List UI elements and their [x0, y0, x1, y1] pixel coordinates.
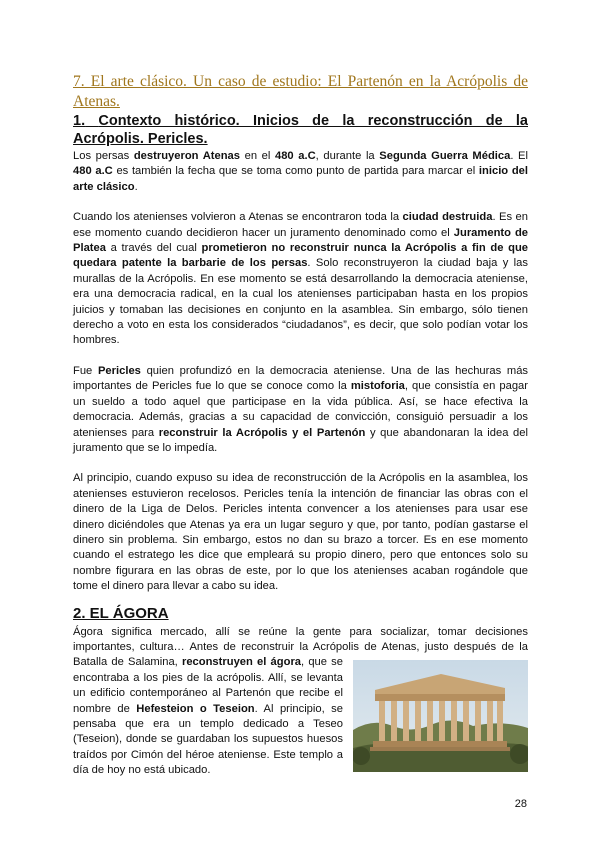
- section-1-heading: [73, 112, 528, 148]
- section-1-heading-text: Contexto histórico. Inicios de la reconstrucción de la Acrópolis. Pericles.: [73, 113, 528, 147]
- paragraph-1: Los persas destruyeron Atenas en el 480 a.C, durante la Segunda Guerra Médica. El 480 a.C es también la fecha que se toma como punto de partida para marcar el inicio del arte clásico.: [73, 150, 529, 193]
- document-title: 7. El arte clásico. Un caso de estudio: El Partenón en la Acrópolis de Atenas.: [73, 73, 528, 110]
- temple-hephaestus-image: [353, 660, 528, 772]
- paragraph-agora: Ágora significa mercado, allí se reúne la gente para socializar, tomar decisiones importantes, cultura… Antes de reconstruir la Acrópolis de Atenas, justo después de la Batalla de Salamina, reconstruyen el ágora, que se encontraba a los pies de la acrópolis. Allí, se levanta un edificio contemporáneo al Partenón que recibe el nombre de Hefesteion o Teseion. Al principio, se pensaba que era un templo dedicado a Teseo (Teseion), donde se guardaban los supuestos huesos traídos por Cimón del héroe ateniense. Este templo a día de hoy no está ubicado.: [73, 625, 528, 777]
- document-page: [73, 72, 528, 779]
- section-1-number: 1.: [73, 113, 86, 129]
- paragraph-2: Cuando los atenienses volvieron a Atenas se encontraron toda la ciudad destruida. Es en ese momento cuando decidieron hacer un juramento denominado como el Juramento de Platea a través del cual prometieron no reconstruir nunca la Acrópolis a fin de que quedara patente la barbarie de los persas. Solo reconstruyeron la ciudad baja y las murallas de la Acrópolis. En ese momento se está desarrollando la democracia ateniense, era una democracia radical, en la cual los atenienses participaban hasta en los propios juicios y tomaban las decisiones en conjunto en la asamblea. Sin embargo, sólo tienen derecho a voto en esta los considerados “ciudadanos”, es decir, que solo podían votar los hombres.: [73, 211, 529, 347]
- paragraph-4: Al principio, cuando expuso su idea de reconstrucción de la Acrópolis en la asamblea, los atenienses estuvieron recelosos. Pericles tenía la intención de financiar las obras con el dinero de la Liga de Delos. Pericles intenta convencer a los atenienses para usar ese dinero diciéndoles que Atenas ya era un lugar seguro y que, por tanto, podían gastarse el dinero sin problema. Sin embargo, estos no dan su brazo a torcer. Es en ese momento cuando el estratego les dice que empleará su propio dinero, pero que entonces solo su nombre figurara en las obras de este, por lo que los atenienses acaban rogándole que tome el dinero para llevar a cabo su idea.: [73, 472, 528, 593]
- section-2-heading: 2. EL ÁGORA: [73, 604, 169, 622]
- paragraph-3: Fue Pericles quien profundizó en la democracia ateniense. Una de las hechuras más importantes de Pericles fue lo que se conoce como la mistoforia, que consistía en pagar un sueldo a todo aquel que participase en la vida pública. Así, se hace efectiva la democracia. Además, gracias a su capacidad de convicción, consiguió persuadir a los atenienses para reconstruir la Acrópolis y el Partenón y que abandonaran la idea del juramento que se lo impedía.: [73, 364, 529, 454]
- page-number: 28: [514, 798, 527, 810]
